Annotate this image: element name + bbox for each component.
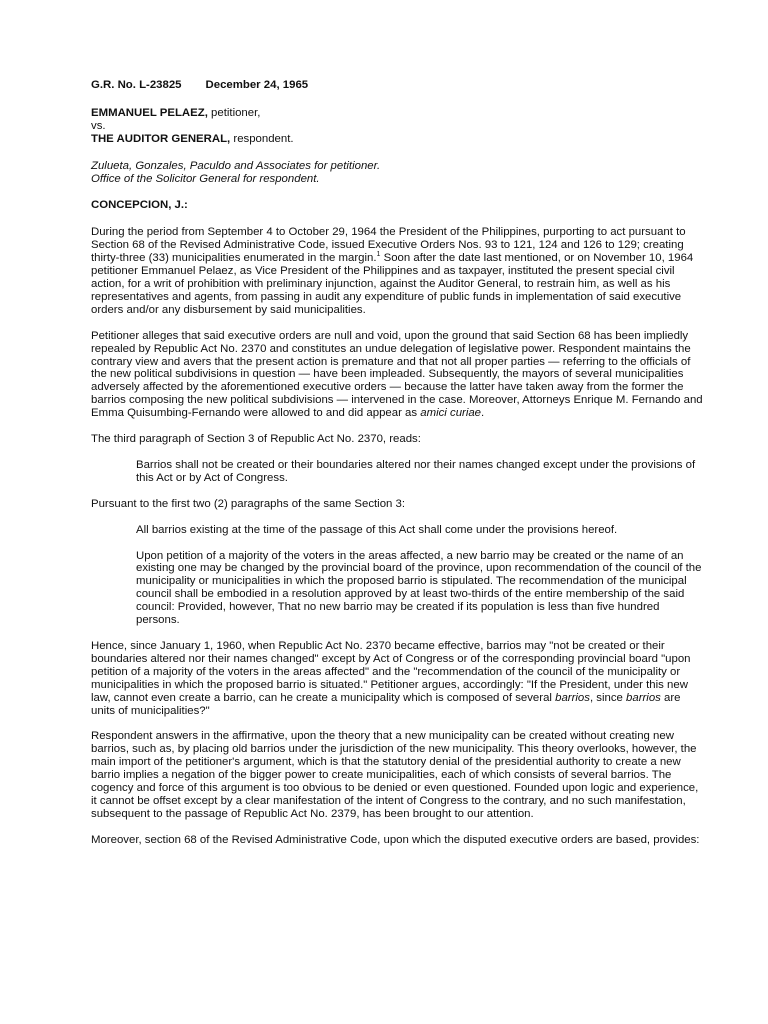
respondent-counsel: Office of the Solicitor General for respondent.: [91, 172, 320, 185]
petitioner-role: petitioner,: [207, 106, 261, 119]
paragraph-6: Respondent answers in the affirmative, upon the theory that a new municipality can be created without creating new barrios, such as, by placing old barrios under the jurisdiction of the new municipality. This theory overlooks, however, the main import of the petitioner's argument, which is that the statutory denial of the presidential authority to create a new barrio implies a negation of the bigger power to create municipalities, each of which consists of several barrios. The cogency and force of this argument is too obvious to be denied or even questioned. Founded upon logic and experience, it cannot be offset except by a clear manifestation of the intent of Congress to the contrary, and no such manifestation, subsequent to the passage of Republic Act No. 2379, has been brought to our attention.: [91, 730, 699, 820]
parties-block: [91, 107, 704, 146]
amici-curiae-term: amici curiae: [420, 407, 482, 420]
respondent-line: [91, 133, 704, 146]
paragraph-5-text: Hence, since January 1, 1960, when Republic Act No. 2370 became effective, barrios may "not be created or their boundaries altered nor their names changed" except by Act of Congress or of the corresponding provincial board "upon petition of a majority of the voters in the areas affected" and the "recommendation of the council of the municipality or municipalities in which the proposed barrio is situated." Petitioner argues, accordingly: "If the President, under this new law, cannot even create a barrio, can he create a municipality which is composed of several: [91, 640, 691, 704]
paragraph-1: [91, 226, 704, 316]
paragraph-5-mid: , since: [589, 691, 627, 704]
petitioner-line: [91, 107, 704, 120]
counsel-block: [91, 160, 704, 186]
paragraph-1-continued: Soon after the date last mentioned, or on November 10, 1964 petitioner Emmanuel Pelaez, as Vice President of the Philippines and as taxpayer, instituted the present special civil action, for a writ of prohibition with preliminary injunction, against the Auditor General, to restrain him, as well as his representatives and agents, from passing in audit any expenditure of public funds in implementation of said executive orders and/or any disbursement by said municipalities.: [91, 252, 694, 316]
paragraph-5-end: are units of municipalities?": [91, 691, 681, 717]
decision-date: December 24, 1965: [205, 79, 309, 91]
case-header: [91, 79, 704, 92]
barrios-term-1: barrios: [555, 691, 590, 704]
paragraph-4: Pursuant to the first two (2) paragraphs of the same Section 3:: [91, 497, 406, 510]
petitioner-counsel: Zulueta, Gonzales, Paculdo and Associates for petitioner.: [91, 159, 381, 172]
versus-label: vs.: [91, 119, 106, 132]
respondent-name: THE AUDITOR GENERAL,: [91, 132, 231, 145]
petitioner-name: EMMANUEL PELAEZ,: [91, 106, 208, 119]
paragraph-7: Moreover, section 68 of the Revised Administrative Code, upon which the disputed executive orders are based, provides:: [91, 833, 700, 846]
ponente: CONCEPCION, J.:: [91, 199, 188, 212]
paragraph-5: [91, 640, 704, 717]
paragraph-3: The third paragraph of Section 3 of Republic Act No. 2370, reads:: [91, 433, 421, 446]
paragraph-2: [91, 330, 704, 420]
paragraph-2-text: Petitioner alleges that said executive orders are null and void, upon the ground that said Section 68 has been impliedly repealed by Republic Act No. 2370 and constitutes an undue delegation of legislative power. Respondent maintains the contrary view and avers that the present action is premature and that not all proper parties — referring to the officials of the new political subdivisions in question — have been impleaded. Subsequently, the mayors of several municipalities adversely affected by the aforementioned executive orders — because the latter have taken away from the former the barrios composing the new political subdivisions — intervened in the case. Moreover, Attorneys Enrique M. Fernando and Emma Quisumbing-Fernando were allowed to and did appear as: [91, 329, 703, 420]
respondent-role: respondent.: [230, 132, 294, 145]
quote-1: Barrios shall not be created or their boundaries altered nor their names changed except under the provisions of this Act or by Act of Congress.: [136, 458, 696, 484]
paragraph-2-end: .: [481, 407, 485, 420]
paragraph-1-text: During the period from September 4 to October 29, 1964 the President of the Philippines, purporting to act pursuant to Section 68 of the Revised Administrative Code, issued Executive Orders Nos. 93 to 121, 124 and 126 to 129; creating thirty-three (33) municipalities enumerated in the margin.: [91, 226, 686, 265]
quote-2: All barrios existing at the time of the passage of this Act shall come under the provisions hereof.: [136, 523, 618, 536]
gr-number: G.R. No. L-23825: [91, 79, 182, 91]
footnote-marker[interactable]: 1: [376, 251, 381, 259]
quote-3: Upon petition of a majority of the voters in the areas affected, a new barrio may be created or the name of an existing one may be changed by the provincial board of the province, upon recommendation of the council of the municipality or municipalities in which the proposed barrio is stipulated. The recommendation of the municipal council shall be embodied in a resolution approved by at least two-thirds of the entire membership of the said council: Provided, however, That no new barrio may be created if its population is less than five hundred persons.: [136, 549, 702, 627]
barrios-term-2: barrios: [626, 691, 661, 704]
